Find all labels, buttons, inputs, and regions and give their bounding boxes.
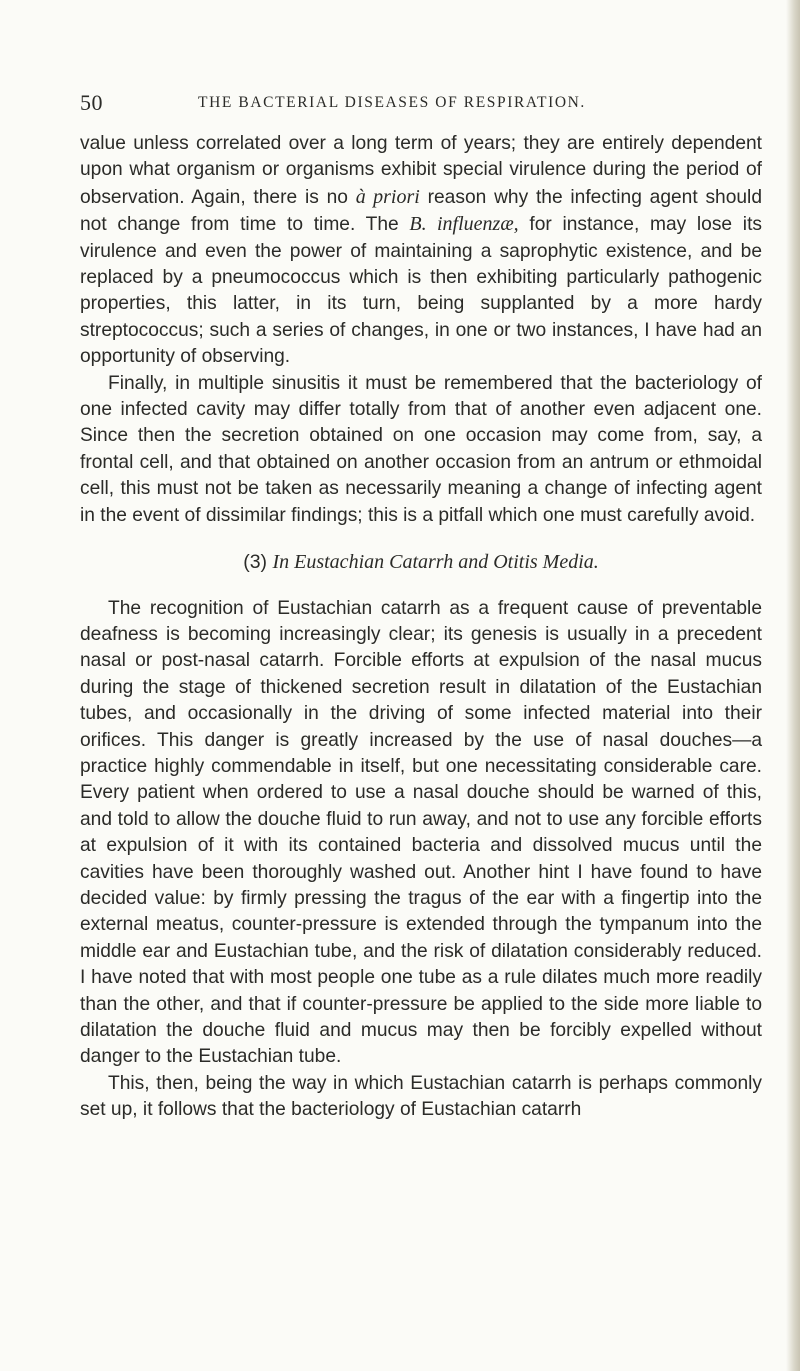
- section-title: In Eustachian Catarrh and Otitis Media.: [272, 551, 599, 574]
- paragraph-1-text-a: value unless correlated over a long term of years; they are entirely dependent upon what organism or organisms exhibit special virulence during the period of observation. Again, there is no: [80, 133, 762, 208]
- running-title: THE BACTERIAL DISEASES OF RESPIRATION.: [198, 94, 586, 111]
- page-number: 50: [80, 90, 103, 115]
- paragraph-1: [80, 131, 762, 371]
- italic-a-priori: à priori: [355, 185, 420, 208]
- running-head: [80, 90, 762, 120]
- section-number: (3): [243, 551, 273, 574]
- paragraph-1-text-c: for instance, may lose its virulence and even the power of maintaining a saprophytic existence, and be replaced by a pneumococcus which is then exhibiting particularly pathogenic properties, this latter, in its turn, being supplanted by a more hardy streptococcus; such a series of changes, in one or two instances, I have had an opportunity of observing.: [80, 214, 762, 368]
- section-heading: [80, 549, 762, 575]
- paragraph-1-text-b: reason why the infecting agent should not change from time to time. The: [80, 186, 762, 236]
- paragraph-2: Finally, in multiple sinusitis it must be remembered that the bacteriology of one infected cavity may differ totally from that of another even adjacent one. Since then the secretion obtained on one occasion may come from, say, a frontal cell, and that obtained on another occasion from an antrum or ethmoidal cell, this must not be taken as necessarily meaning a change of infecting agent in the event of dissimilar findings; this is a pitfall which one must carefully avoid.: [80, 372, 762, 526]
- paragraph-4: This, then, being the way in which Eustachian catarrh is perhaps commonly set up, it follows that the bacteriology of Eustachian catarrh: [80, 1072, 762, 1121]
- paragraph-3: The recognition of Eustachian catarrh as a frequent cause of preventable deafness is becoming increasingly clear; its genesis is usually in a precedent nasal or post-nasal catarrh. Forcible efforts at expulsion of the nasal mucus during the stage of thickened secretion result in dilatation of the Eustachian tubes, and occasionally in the driving of some infected material into their orifices. This danger is greatly increased by the use of nasal douches—a practice highly commendable in itself, but one necessitating considerable care. Every patient when ordered to use a nasal douche should be warned of this, and told to allow the douche fluid to run away, and not to use any forcible efforts at expulsion of it with its contained bacteria and dissolved mucus until the cavities have been thoroughly washed out. Another hint I have found to have decided value: by firmly pressing the tragus of the ear with a fingertip into the external meatus, counter-pressure is extended through the tympanum into the middle ear and Eustachian tube, and the risk of dilatation considerably reduced. I have noted that with most people one tube as a rule dilates much more readily than the other, and that if counter-pressure be applied to the side more liable to dilatation the douche fluid and mucus may then be forcibly expelled without danger to the Eustachian tube.: [80, 597, 762, 1068]
- page-edge-shadow: [786, 0, 800, 1371]
- body-text: [80, 131, 762, 1124]
- italic-b-influenzae: B. influenzæ,: [409, 213, 519, 236]
